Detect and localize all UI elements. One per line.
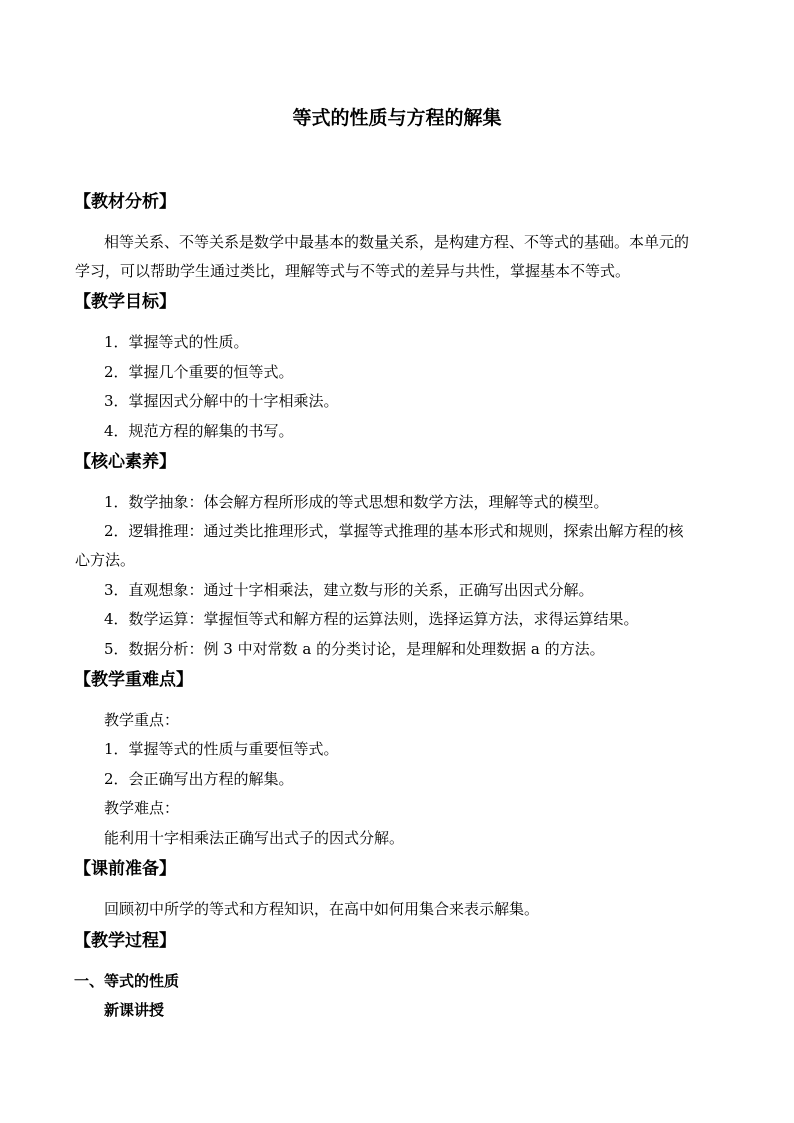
prep-text: 回顾初中所学的等式和方程知识，在高中如何用集合来表示解集。 [104,900,540,918]
analysis-line: 学习，可以帮助学生通过类比，理解等式与不等式的差异与共性，掌握基本不等式。 [75,262,631,280]
difficulty-label: 教学难点： [104,799,180,817]
process-subsubheading: 新课讲授 [104,1001,165,1019]
heading-keypoints: 【教学重难点】 [74,670,193,690]
heading-prep: 【课前准备】 [74,859,176,879]
heading-process: 【教学过程】 [74,931,176,951]
focus-item: 1．掌握等式的性质与重要恒等式。 [104,740,339,758]
literacy-item: 4．数学运算：掌握恒等式和解方程的运算法则，选择运算方法，求得运算结果。 [104,610,639,628]
focus-label: 教学重点： [104,711,180,729]
heading-literacy: 【核心素养】 [74,452,176,472]
goal-item: 4．规范方程的解集的书写。 [104,422,294,440]
goal-item: 3．掌握因式分解中的十字相乘法。 [104,392,339,410]
heading-goals: 【教学目标】 [74,292,176,312]
process-subheading: 一、等式的性质 [74,972,180,990]
literacy-item: 5．数据分析：例 3 中对常数 a 的分类讨论，是理解和处理数据 a 的方法。 [104,640,605,658]
literacy-item: 3．直观想象：通过十字相乘法，建立数与形的关系，正确写出因式分解。 [104,581,594,599]
difficulty-text: 能利用十字相乘法正确写出式子的因式分解。 [104,829,405,847]
heading-analysis: 【教材分析】 [74,192,176,212]
literacy-item: 1．数学抽象：体会解方程所形成的等式思想和数学方法，理解等式的模型。 [104,493,609,511]
literacy-item: 心方法。 [75,551,136,569]
goal-item: 2．掌握几个重要的恒等式。 [104,363,294,381]
analysis-line: 相等关系、不等关系是数学中最基本的数量关系，是构建方程、不等式的基础。本单元的 [104,233,690,251]
goal-item: 1．掌握等式的性质。 [104,333,249,351]
focus-item: 2．会正确写出方程的解集。 [104,770,294,788]
literacy-item: 2．逻辑推理：通过类比推理形式，掌握等式推理的基本形式和规则，探索出解方程的核 [104,522,684,540]
document-title: 等式的性质与方程的解集 [292,107,502,129]
